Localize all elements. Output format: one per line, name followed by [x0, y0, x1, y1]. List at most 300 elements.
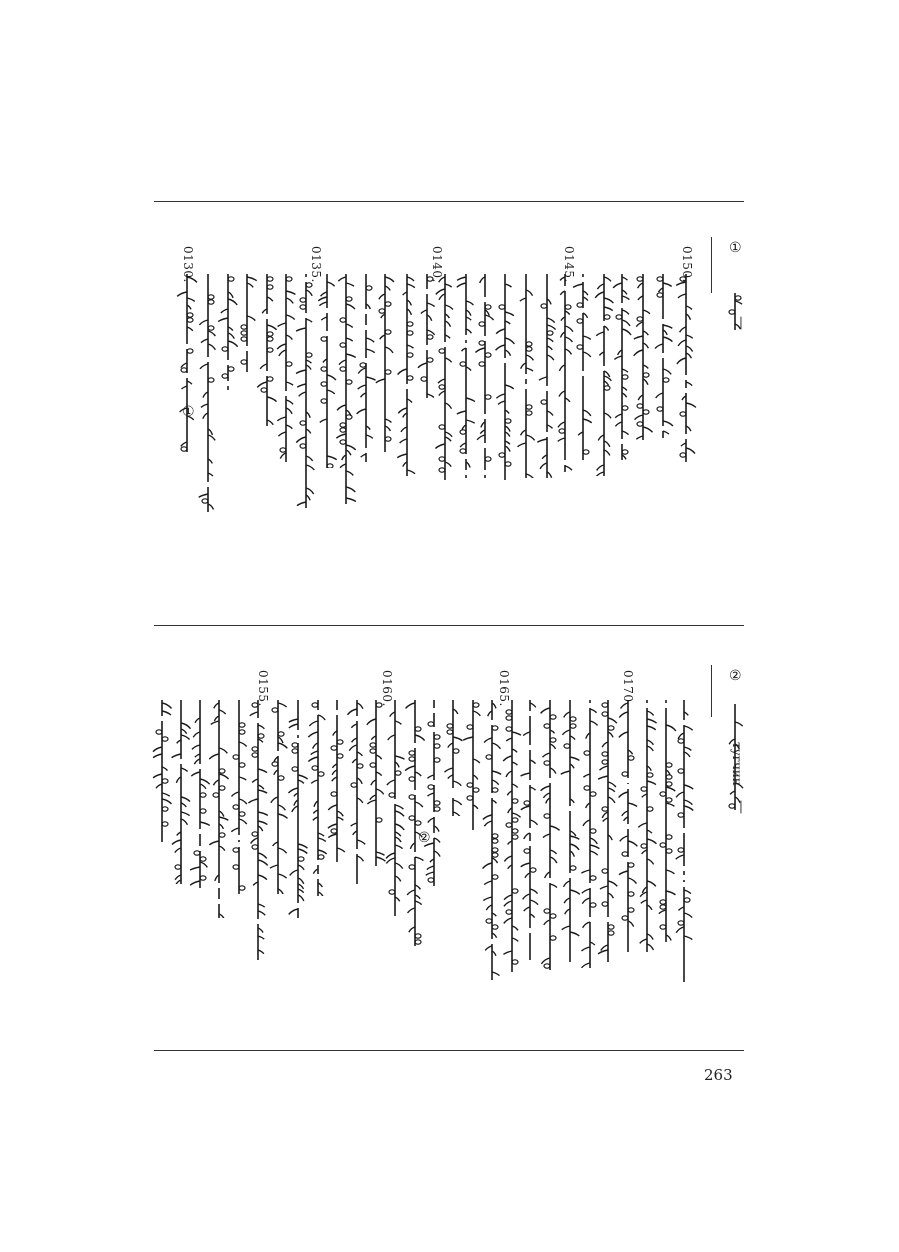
- script-stroke: [219, 846, 225, 851]
- script-loop: [584, 786, 590, 790]
- script-stroke: [622, 329, 631, 335]
- script-stroke: [608, 893, 613, 898]
- script-stroke: [457, 411, 466, 414]
- script-stroke: [595, 292, 604, 298]
- script-stroke: [357, 840, 365, 844]
- word-gap: [482, 336, 488, 341]
- script-stroke: [346, 283, 354, 286]
- word-gap: [587, 917, 593, 922]
- script-loop: [485, 305, 491, 309]
- script-loop: [376, 818, 382, 822]
- script-stroke: [496, 394, 505, 398]
- script-column: [365, 700, 387, 866]
- script-stroke: [286, 400, 293, 404]
- script-loop: [663, 378, 669, 382]
- script-stroke: [376, 857, 385, 861]
- script-stroke: [684, 726, 693, 730]
- script-loop: [340, 423, 346, 427]
- script-stroke: [659, 910, 666, 914]
- script-stroke: [181, 735, 190, 740]
- word-gap: [482, 414, 488, 419]
- script-stroke: [634, 350, 643, 356]
- script-stroke: [636, 436, 643, 439]
- script-loop: [657, 293, 663, 297]
- script-stroke: [512, 813, 521, 817]
- script-stroke: [385, 426, 390, 431]
- script-loop: [258, 734, 264, 738]
- script-loop: [680, 277, 686, 281]
- script-stroke: [506, 771, 512, 777]
- script-stroke: [622, 277, 627, 280]
- word-gap: [431, 833, 437, 838]
- footnote-dash-2: —: [733, 800, 749, 814]
- script-stroke: [278, 848, 287, 853]
- script-stroke: [306, 290, 312, 296]
- script-loop: [485, 457, 491, 461]
- script-stroke: [388, 735, 395, 740]
- script-stroke: [550, 884, 557, 887]
- script-stroke: [181, 363, 187, 368]
- script-stroke: [463, 737, 473, 740]
- script-loop: [340, 440, 346, 444]
- script-stroke: [181, 812, 190, 816]
- script-stroke: [530, 703, 536, 707]
- script-stroke: [539, 377, 547, 380]
- script-stroke: [512, 784, 518, 788]
- script-loop: [321, 337, 327, 341]
- script-stroke: [298, 865, 304, 870]
- script-stroke: [181, 729, 187, 734]
- script-stroke: [337, 811, 343, 816]
- script-loop: [292, 767, 298, 771]
- script-loop: [486, 755, 492, 759]
- word-gap: [431, 780, 437, 785]
- script-loop: [252, 753, 258, 757]
- script-loop: [292, 749, 298, 753]
- script-loop: [622, 916, 628, 920]
- word-gap: [489, 939, 495, 944]
- script-loop: [526, 347, 532, 351]
- script-loop: [370, 763, 376, 767]
- script-stroke: [636, 322, 643, 327]
- word-gap: [424, 345, 430, 350]
- script-stroke: [445, 432, 452, 437]
- script-loop: [434, 758, 440, 762]
- script-loop: [222, 347, 228, 351]
- script-stroke: [395, 845, 403, 849]
- script-stroke: [663, 325, 672, 328]
- script-loop: [181, 368, 187, 372]
- word-gap: [482, 443, 488, 448]
- script-loop: [608, 931, 614, 935]
- script-stroke: [337, 405, 346, 410]
- script-stroke: [595, 472, 604, 476]
- script-loop: [272, 708, 278, 712]
- script-stroke: [181, 819, 187, 825]
- script-stroke: [385, 347, 393, 353]
- script-loop: [252, 832, 258, 836]
- word-gap: [527, 828, 533, 833]
- script-stroke: [308, 757, 318, 761]
- script-stroke: [313, 743, 318, 749]
- script-stroke: [597, 465, 604, 470]
- script-stroke: [258, 911, 265, 915]
- script-stroke: [466, 398, 475, 402]
- word-gap: [463, 335, 469, 340]
- script-stroke: [366, 349, 375, 353]
- script-stroke: [228, 341, 238, 347]
- script-stroke: [289, 719, 298, 722]
- script-stroke: [570, 836, 579, 839]
- script-loop: [602, 807, 608, 811]
- script-loop: [428, 785, 434, 789]
- script-stroke: [684, 936, 692, 940]
- line-number-0145: 0145.: [562, 246, 576, 283]
- word-gap: [663, 703, 669, 708]
- word-gap: [197, 829, 203, 834]
- script-loop: [340, 428, 346, 432]
- script-loop: [684, 898, 690, 902]
- script-loop: [544, 964, 550, 968]
- script-stroke: [208, 504, 214, 509]
- script-stroke: [492, 780, 499, 785]
- script-stroke: [308, 732, 318, 737]
- script-loop: [162, 779, 168, 783]
- script-loop: [678, 921, 684, 925]
- script-stroke: [415, 901, 422, 905]
- script-stroke: [318, 715, 325, 720]
- line-number-0155: 0155.: [256, 670, 270, 707]
- script-stroke: [298, 895, 304, 901]
- script-loop: [467, 796, 473, 800]
- script-loop: [331, 746, 337, 750]
- script-loop: [434, 735, 440, 739]
- script-stroke: [608, 718, 617, 723]
- script-stroke: [187, 416, 194, 420]
- script-stroke: [582, 898, 590, 904]
- word-gap: [431, 727, 437, 732]
- script-loop: [512, 799, 518, 803]
- script-stroke: [376, 852, 385, 855]
- script-stroke: [583, 410, 591, 416]
- script-stroke: [530, 760, 535, 764]
- word-gap: [463, 454, 469, 459]
- script-stroke: [615, 422, 622, 426]
- word-gap: [334, 710, 340, 715]
- script-stroke: [153, 754, 162, 758]
- script-loop: [447, 730, 453, 734]
- script-stroke: [581, 870, 590, 873]
- script-loop: [360, 363, 366, 367]
- script-stroke: [473, 759, 480, 763]
- script-stroke: [415, 857, 423, 861]
- script-stroke: [564, 712, 570, 717]
- script-stroke: [327, 456, 337, 460]
- script-loop: [228, 277, 234, 281]
- script-loop: [219, 833, 225, 837]
- script-stroke: [357, 798, 363, 803]
- script-stroke: [357, 752, 362, 756]
- word-gap: [660, 426, 666, 431]
- script-stroke: [239, 777, 246, 780]
- script-stroke: [286, 408, 292, 414]
- script-stroke: [647, 781, 656, 785]
- script-loop: [486, 919, 492, 923]
- word-gap: [424, 289, 430, 294]
- script-stroke: [565, 349, 571, 354]
- word-gap: [431, 812, 437, 817]
- script-loop: [628, 863, 634, 867]
- script-stroke: [622, 310, 629, 314]
- script-stroke: [663, 283, 672, 286]
- script-loop: [666, 763, 672, 767]
- script-stroke: [387, 780, 395, 785]
- script-loop: [526, 405, 532, 409]
- script-loop: [678, 769, 684, 773]
- script-stroke: [521, 363, 526, 369]
- script-loop: [421, 377, 427, 381]
- script-loop: [409, 865, 415, 869]
- word-gap: [295, 738, 301, 743]
- script-stroke: [395, 756, 404, 759]
- script-loop: [321, 367, 327, 371]
- script-column: [632, 274, 654, 440]
- script-loop: [637, 422, 643, 426]
- script-stroke: [175, 875, 181, 880]
- script-loop: [219, 786, 225, 790]
- script-loop: [544, 814, 550, 818]
- script-stroke: [260, 364, 267, 369]
- script-stroke: [735, 324, 740, 329]
- script-stroke: [193, 732, 200, 737]
- script-loop: [409, 777, 415, 781]
- script-stroke: [638, 283, 643, 288]
- script-stroke: [521, 430, 526, 435]
- script-stroke: [583, 336, 591, 339]
- script-stroke: [466, 301, 473, 305]
- script-column: [655, 700, 677, 942]
- script-loop: [524, 801, 530, 805]
- script-stroke: [340, 464, 346, 468]
- word-gap: [660, 353, 666, 358]
- script-loop: [321, 382, 327, 386]
- word-gap: [580, 308, 586, 313]
- script-stroke: [406, 703, 415, 708]
- script-stroke: [395, 876, 401, 881]
- script-loop: [570, 717, 576, 721]
- script-loop: [434, 807, 440, 811]
- script-loop: [492, 848, 498, 852]
- script-loop: [602, 712, 608, 716]
- script-loop: [492, 726, 498, 730]
- script-stroke: [524, 907, 530, 911]
- script-loop: [385, 302, 391, 306]
- script-loop: [300, 298, 306, 302]
- script-stroke: [199, 320, 208, 325]
- script-stroke: [643, 310, 650, 314]
- script-stroke: [598, 435, 604, 440]
- bottom-rule: [154, 1050, 744, 1051]
- script-loop: [156, 730, 162, 734]
- script-loop: [622, 406, 628, 410]
- circled-ref-2: ②: [418, 830, 431, 846]
- script-loop: [666, 849, 672, 853]
- script-stroke: [162, 703, 172, 708]
- script-stroke: [247, 316, 255, 321]
- script-column: [170, 700, 192, 884]
- script-stroke: [306, 319, 312, 322]
- script-loop: [460, 449, 466, 453]
- script-stroke: [181, 386, 187, 389]
- script-stroke: [311, 780, 318, 783]
- script-stroke: [590, 709, 597, 713]
- script-stroke: [346, 487, 355, 492]
- script-loop: [530, 868, 536, 872]
- script-stroke: [258, 769, 267, 773]
- script-loop: [506, 710, 512, 714]
- script-stroke: [460, 443, 466, 447]
- script-loop: [602, 760, 608, 764]
- script-loop: [407, 353, 413, 357]
- word-gap: [450, 788, 456, 793]
- script-column: [151, 700, 173, 842]
- script-stroke: [213, 780, 219, 785]
- script-loop: [267, 337, 273, 341]
- script-loop: [233, 755, 239, 759]
- script-stroke: [200, 784, 206, 789]
- script-loop: [512, 829, 518, 833]
- script-loop: [357, 764, 363, 768]
- script-stroke: [619, 871, 628, 875]
- script-stroke: [562, 926, 570, 930]
- word-gap: [580, 277, 586, 282]
- script-stroke: [327, 375, 336, 380]
- script-stroke: [582, 889, 590, 893]
- script-stroke: [376, 789, 384, 794]
- script-loop: [228, 367, 234, 371]
- script-stroke: [559, 391, 565, 397]
- script-stroke: [349, 745, 357, 751]
- script-stroke: [328, 834, 337, 838]
- script-stroke: [318, 850, 327, 854]
- script-loop: [346, 380, 352, 384]
- script-stroke: [666, 891, 675, 895]
- script-loop: [267, 377, 273, 381]
- word-gap: [303, 313, 309, 318]
- script-stroke: [219, 774, 229, 779]
- script-stroke: [337, 848, 345, 852]
- script-loop: [241, 360, 247, 364]
- script-stroke: [480, 277, 485, 283]
- script-stroke: [162, 799, 172, 804]
- script-column: [636, 700, 658, 952]
- script-stroke: [622, 431, 629, 435]
- script-stroke: [512, 732, 521, 735]
- script-stroke: [643, 427, 653, 432]
- script-stroke: [427, 866, 434, 870]
- script-stroke: [503, 756, 512, 761]
- script-stroke: [684, 800, 692, 805]
- script-loop: [208, 300, 214, 304]
- script-loop: [233, 805, 239, 809]
- script-stroke: [270, 865, 278, 868]
- script-stroke: [267, 325, 277, 330]
- script-column: [442, 700, 464, 816]
- script-column: [579, 700, 601, 968]
- script-column: [396, 274, 418, 476]
- script-stroke: [684, 913, 692, 918]
- script-stroke: [328, 824, 337, 828]
- script-stroke: [181, 723, 191, 729]
- script-stroke: [445, 358, 452, 362]
- script-loop: [187, 349, 193, 353]
- line-number-0130: 0130.: [181, 246, 195, 283]
- script-column: [355, 274, 377, 462]
- script-stroke: [370, 795, 376, 800]
- script-stroke: [520, 298, 526, 301]
- script-loop: [428, 878, 434, 882]
- script-stroke: [615, 414, 622, 418]
- script-stroke: [530, 820, 538, 825]
- top-rule: [154, 201, 744, 202]
- footnote-separator-top: [711, 237, 712, 293]
- script-loop: [233, 848, 239, 852]
- script-stroke: [663, 369, 671, 374]
- script-loop: [351, 783, 357, 787]
- script-loop: [370, 749, 376, 753]
- script-stroke: [172, 754, 181, 758]
- script-stroke: [540, 463, 547, 469]
- script-column: [236, 274, 258, 372]
- script-column: [316, 274, 338, 468]
- script-stroke: [530, 787, 536, 790]
- script-stroke: [666, 803, 674, 806]
- script-loop: [439, 457, 445, 461]
- script-stroke: [201, 404, 208, 407]
- script-stroke: [530, 889, 538, 894]
- script-loop: [729, 310, 735, 314]
- script-column: [256, 274, 278, 426]
- script-stroke: [292, 806, 298, 812]
- script-stroke: [503, 951, 512, 954]
- script-loop: [162, 822, 168, 826]
- script-stroke: [530, 900, 538, 905]
- script-loop: [239, 812, 245, 816]
- word-gap: [523, 384, 529, 389]
- script-stroke: [547, 325, 556, 329]
- script-column: [724, 293, 746, 330]
- script-loop: [570, 724, 576, 728]
- script-stroke: [218, 318, 228, 322]
- script-loop: [439, 385, 445, 389]
- circled-ref-1: ①: [182, 404, 195, 420]
- script-loop: [409, 751, 415, 755]
- script-stroke: [604, 413, 611, 418]
- script-stroke: [434, 851, 440, 857]
- script-stroke: [251, 838, 258, 844]
- script-stroke: [604, 450, 610, 455]
- script-loop: [376, 703, 382, 707]
- script-stroke: [570, 890, 580, 894]
- script-stroke: [347, 709, 357, 715]
- script-stroke: [427, 394, 434, 397]
- script-loop: [541, 304, 547, 308]
- script-loop: [608, 925, 614, 929]
- word-gap: [681, 882, 687, 887]
- script-stroke: [376, 379, 385, 383]
- script-loop: [622, 375, 628, 379]
- script-loop: [602, 752, 608, 756]
